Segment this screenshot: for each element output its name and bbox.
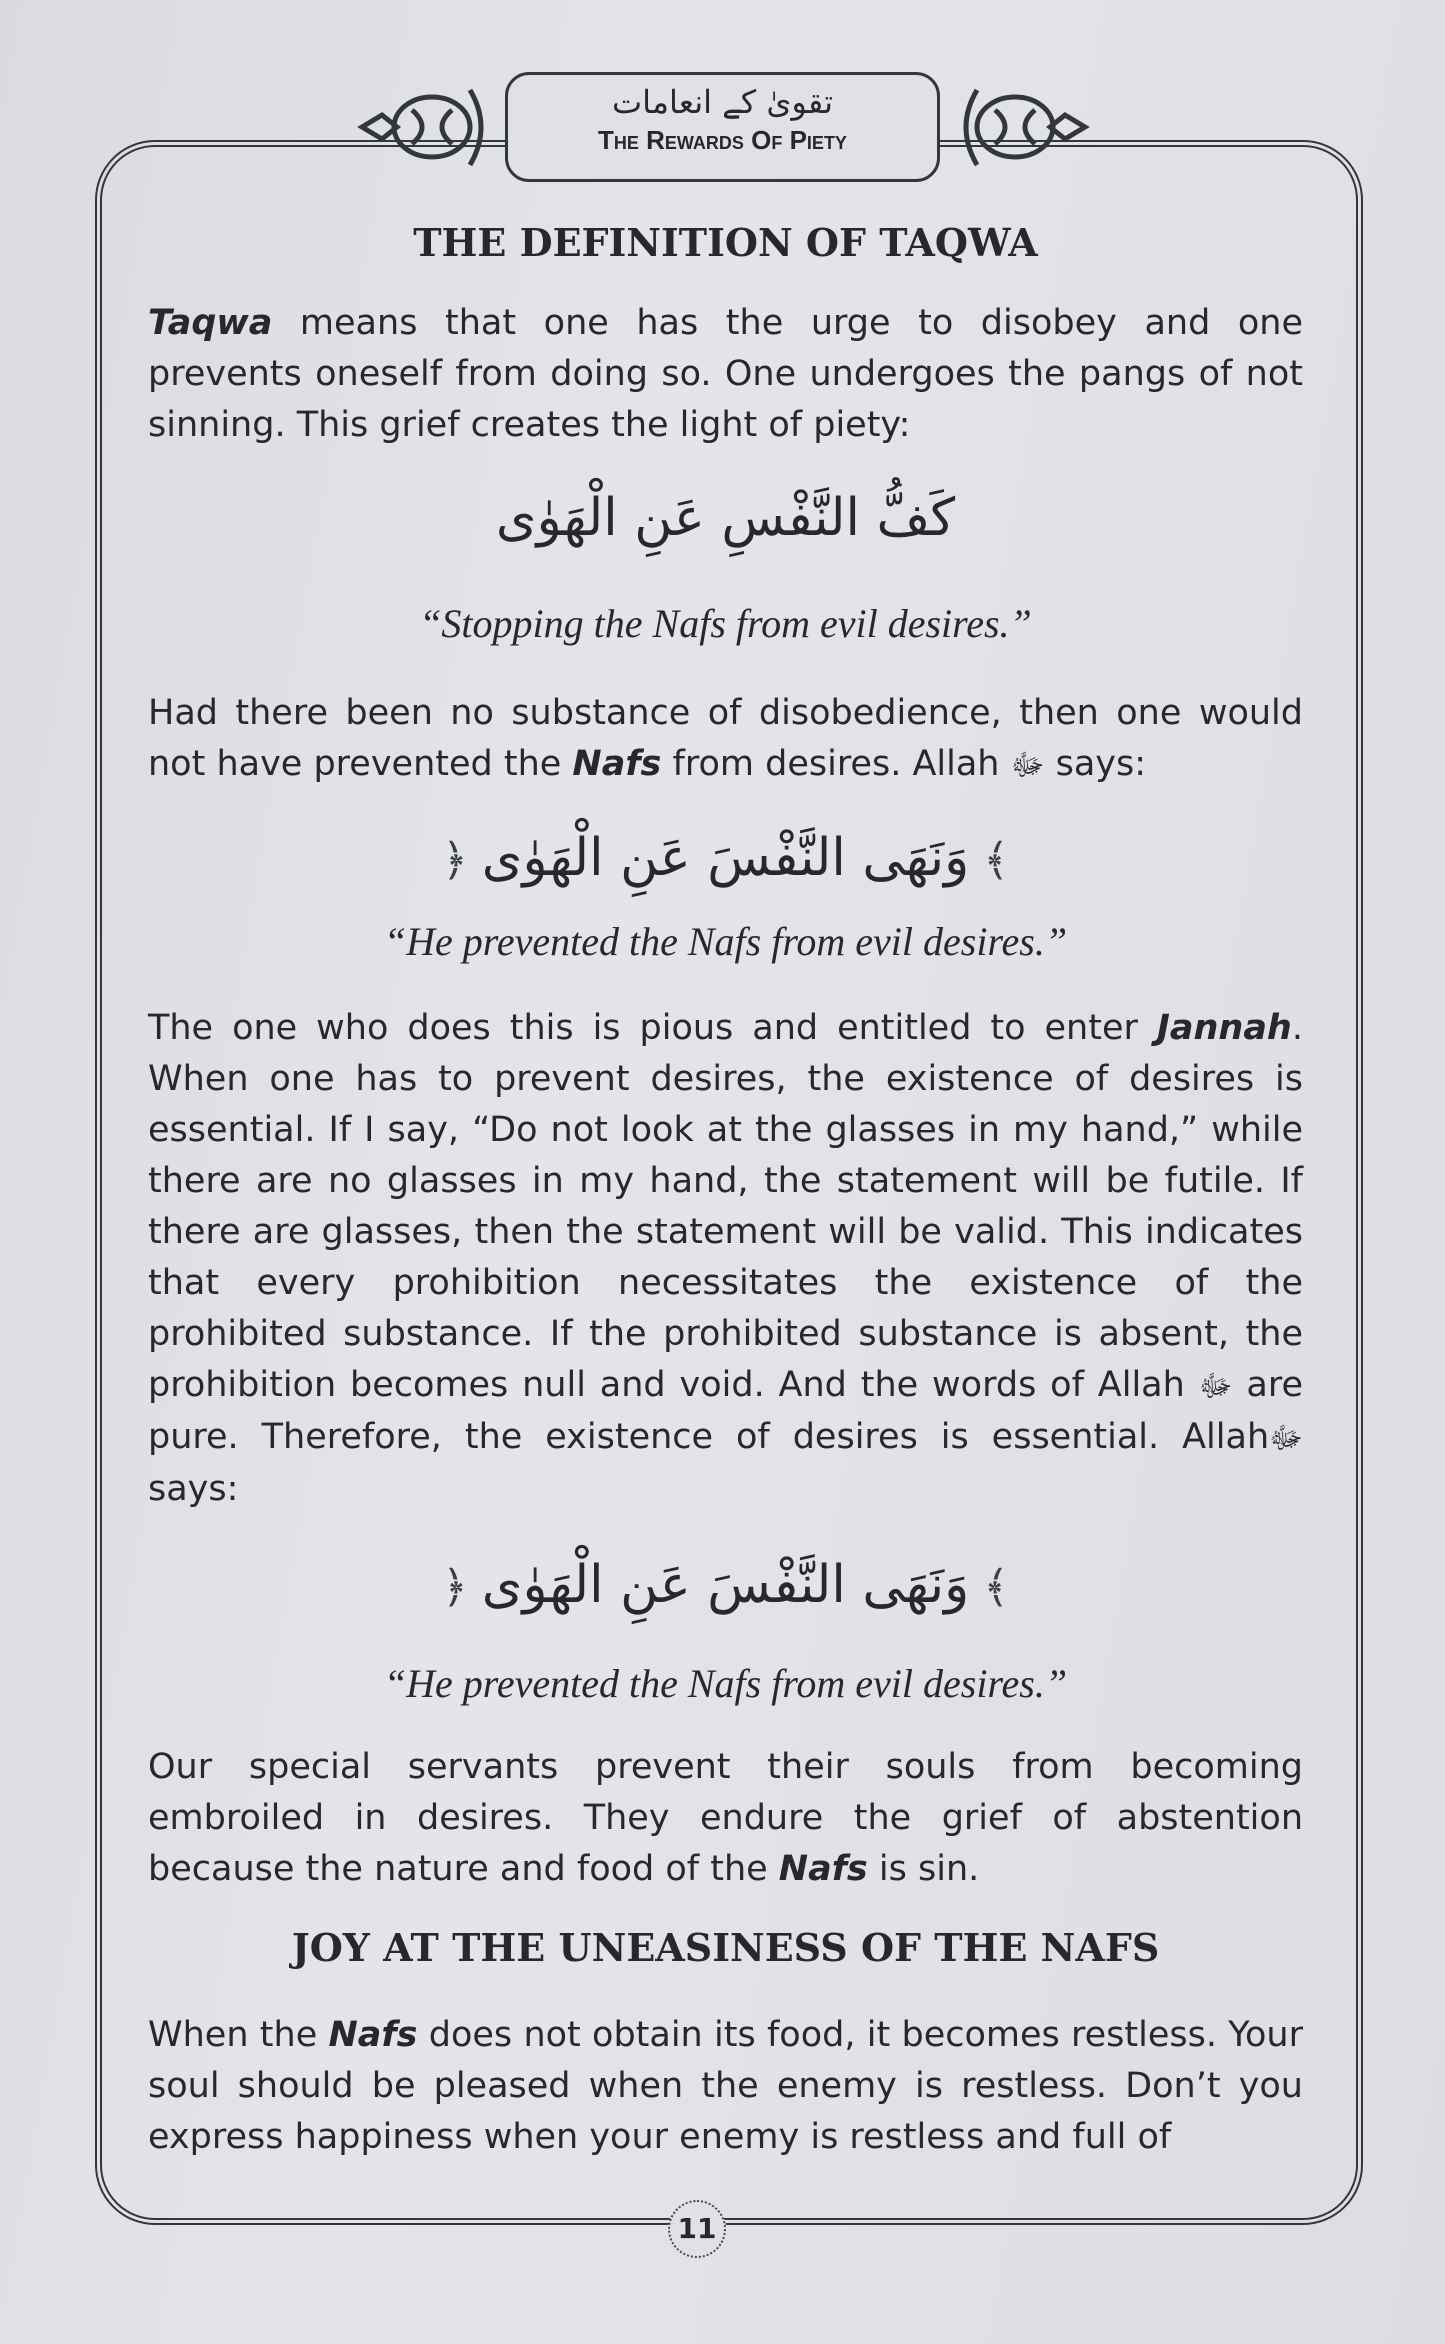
term: Nafs xyxy=(328,2015,418,2055)
section-heading: JOY AT THE UNEASINESS OF THE NAFS xyxy=(291,1925,1160,1970)
floral-ornament-right xyxy=(945,80,1095,175)
paragraph xyxy=(148,688,1303,791)
paragraph xyxy=(148,2010,1303,2163)
paragraph-text: from desires. Allah xyxy=(661,744,1011,784)
term: Nafs xyxy=(778,1849,868,1889)
honorific-symbol: ﷻ xyxy=(1198,1369,1233,1404)
paragraph-text: does not obtain its food, it becomes restless. Your soul should be pleased when the enemy is restless. Don’t you express happiness when your enemy is restless and full of xyxy=(148,2015,1303,2157)
translation-quote: “Stopping the Nafs from evil desires.” xyxy=(419,601,1032,646)
ornate-bracket: ﴾ xyxy=(983,1562,1010,1613)
honorific-symbol: ﷻ xyxy=(1269,1421,1303,1456)
paragraph-text: are pure. Therefore, the existence of desires is essential. Allah xyxy=(148,1365,1303,1457)
term: Jannah xyxy=(1156,1008,1292,1048)
running-header xyxy=(505,72,940,182)
translation-quote: “He prevented the Nafs from evil desires.” xyxy=(383,919,1068,964)
quranic-verse xyxy=(148,828,1303,888)
paragraph-text: is sin. xyxy=(867,1849,980,1889)
arabic-text: وَنَهَى النَّفْسَ عَنِ الْهَوٰى xyxy=(481,828,970,888)
page-number: 11 xyxy=(668,2200,726,2258)
term: Taqwa xyxy=(148,303,273,343)
paragraph-text: Had there been no substance of disobedience, then one would not have prevented the xyxy=(148,693,1303,784)
arabic-verse: كَفُّ النَّفْسِ عَنِ الْهَوٰى xyxy=(495,488,956,548)
translation-quote: “He prevented the Nafs from evil desires.” xyxy=(383,1661,1068,1706)
floral-ornament-left xyxy=(352,80,502,175)
paragraph-text: Our special servants prevent their souls from becoming embroiled in desires. They endure the grief of abstention because the nature and food of the xyxy=(148,1747,1303,1889)
paragraph-text: When the xyxy=(148,2015,329,2055)
ornate-bracket: ﴿ xyxy=(441,1562,468,1613)
ornate-bracket: ﴾ xyxy=(983,835,1010,886)
header-title: The Rewards Of Piety xyxy=(598,125,847,155)
ornate-bracket: ﴿ xyxy=(441,835,468,886)
arabic-text: وَنَهَى النَّفْسَ عَنِ الْهَوٰى xyxy=(481,1555,970,1615)
urdu-header-title: تقویٰ کے انعامات xyxy=(612,83,833,121)
paragraph xyxy=(148,298,1303,451)
paragraph xyxy=(148,1003,1303,1515)
term: Nafs xyxy=(572,744,662,784)
honorific-symbol: ﷻ xyxy=(1010,748,1045,783)
paragraph-text: says: xyxy=(1044,744,1147,784)
paragraph-text: says: xyxy=(148,1469,239,1509)
paragraph xyxy=(148,1742,1303,1895)
paragraph-text: . When one has to prevent desires, the existence of desires is essential. If I say, “Do not look at the glasses in my hand,” while there are no glasses in my hand, the statement will be futile. If there are glasses, then the statement will be valid. This indicates that every prohibition necessitates the existence of the prohibited substance. If the prohibited substance is absent, the prohibition becomes null and void. And the words of Allah xyxy=(148,1008,1303,1405)
paragraph-text: The one who does this is pious and entitled to enter xyxy=(148,1008,1157,1048)
section-heading: THE DEFINITION OF TAQWA xyxy=(413,220,1038,265)
quranic-verse xyxy=(148,1555,1303,1615)
paragraph-text: means that one has the urge to disobey and one prevents oneself from doing so. One undergoes the pangs of not sinning. This grief creates the light of piety: xyxy=(148,303,1303,445)
